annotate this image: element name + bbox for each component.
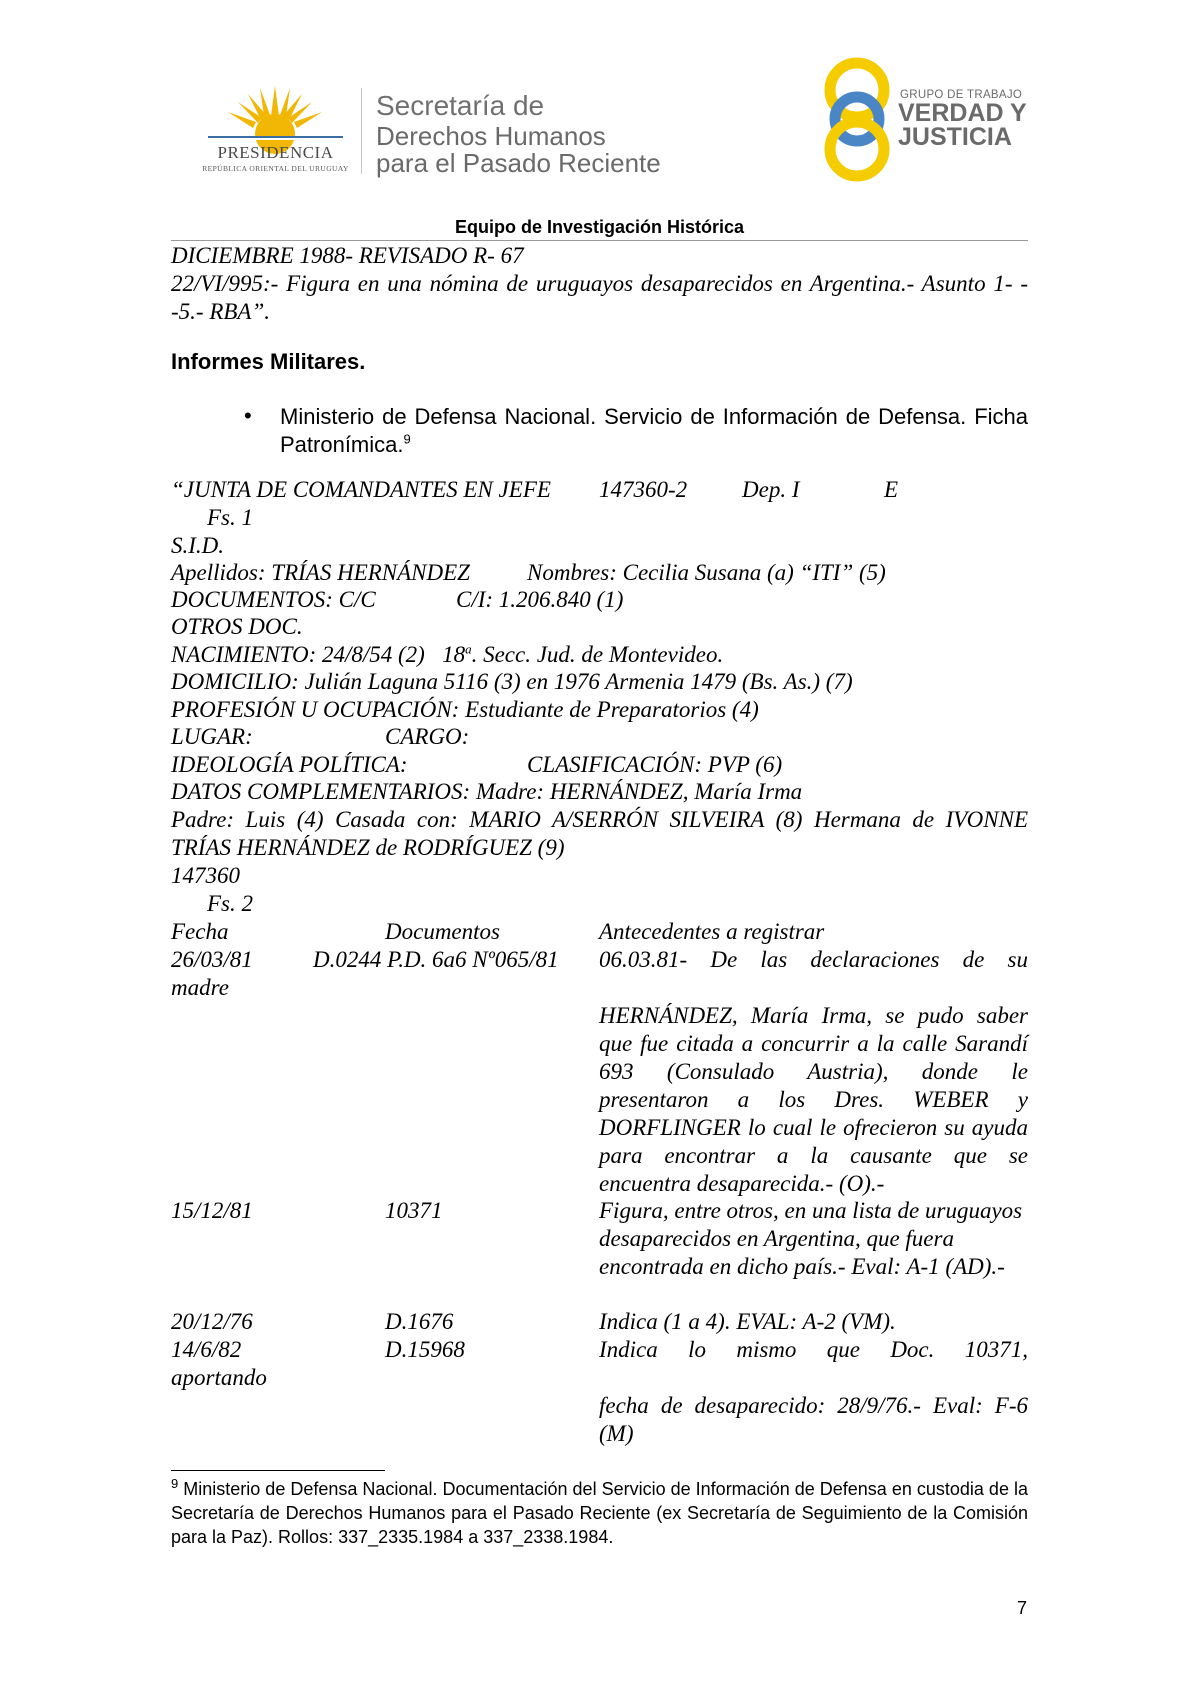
row1-antecedentes-first: 06.03.81- De las declaraciones de su: [599, 947, 1028, 972]
row4-antecedentes-first: Indica lo mismo que Doc. 10371,: [599, 1337, 1028, 1362]
row4-antecedentes-cont: fecha de desaparecido: 28/9/76.- Eval: F-6 (M): [599, 1393, 1028, 1446]
presidencia-name: PRESIDENCIA: [217, 143, 334, 162]
ficha-dep: Dep. I: [742, 477, 800, 502]
bullet-item: [280, 403, 1028, 459]
ficha-lugar: LUGAR:: [171, 724, 253, 749]
ficha-seccion: . Secc. Jud. de Montevideo.: [471, 642, 724, 667]
ficha-datos: DATOS COMPLEMENTARIOS: Madre: HERNÁNDEZ, María Irma: [171, 779, 803, 804]
secretaria-line-2: Derechos Humanos: [376, 121, 606, 151]
ficha-documentos: DOCUMENTOS: C/C: [171, 587, 376, 612]
ficha-numero-2: 147360: [171, 863, 240, 888]
gtvj-title-line-1: VERDAD Y: [898, 99, 1027, 127]
row2-antecedentes: Figura, entre otros, en una lista de uruguayos desaparecidos en Argentina, que fuera encontrada en dicho país.- Eval: A-1 (AD).-: [599, 1198, 1023, 1279]
header-divider: [361, 88, 362, 174]
gtvj-title-line-2: JUSTICIA: [898, 123, 1012, 151]
row3-antecedentes: Indica (1 a 4). EVAL: A-2 (VM).: [599, 1309, 896, 1334]
ficha-profesion: PROFESIÓN U OCUPACIÓN: Estudiante de Preparatorios (4): [171, 697, 759, 722]
row4-documentos: D.15968: [385, 1337, 465, 1362]
presidencia-subtitle: REPÚBLICA ORIENTAL DEL URUGUAY: [202, 164, 349, 173]
ficha-apellidos: Apellidos: TRÍAS HERNÁNDEZ: [171, 560, 470, 585]
ficha-domicilio: DOMICILIO: Julián Laguna 5116 (3) en 1976 Armenia 1479 (Bs. As.) (7): [171, 669, 853, 694]
header-rule: [171, 240, 1028, 241]
ficha-nacimiento: NACIMIENTO: 24/8/54 (2): [171, 642, 425, 667]
ficha-otros: OTROS DOC.: [171, 614, 303, 639]
ficha-fs1: Fs. 1: [207, 505, 253, 530]
ficha-fs2: Fs. 2: [207, 891, 253, 916]
row1-fecha: 26/03/81: [171, 947, 253, 972]
ficha-ideologia: IDEOLOGÍA POLÍTICA:: [171, 752, 408, 777]
ficha-ci: C/I: 1.206.840 (1): [456, 587, 624, 612]
footnote-reference: 9: [403, 431, 411, 447]
ficha-padre: Padre: Luis (4) Casada con: MARIO A/SERRÓN SILVEIRA (8) Hermana de IVONNE TRÍAS HERNÁNDEZ de RODRÍGUEZ (9): [171, 807, 1028, 860]
column-header-documentos: Documentos: [385, 919, 500, 944]
presidencia-sun-logo: [198, 78, 353, 178]
bullet-item-text: Ministerio de Defensa Nacional. Servicio de Información de Defensa. Ficha Patronímica.: [280, 404, 1028, 457]
row1-overflow: madre: [171, 975, 229, 1000]
row1-documentos: D.0244 P.D. 6a6 Nº065/81: [313, 947, 559, 972]
footnote-rule: [171, 1470, 385, 1471]
footnote: [171, 1477, 1028, 1549]
footnote-text: Ministerio de Defensa Nacional. Documentación del Servicio de Información de Defensa en custodia de la Secretaría de Derechos Humanos para el Pasado Reciente (ex Secretaría de Seguimiento de la Comisión para la Paz). Rollos: 337_2335.1984 a 337_2338.1984.: [171, 1479, 1028, 1547]
ficha-sid: S.I.D.: [171, 533, 225, 558]
gtvj-small-text: GRUPO DE TRABAJO: [900, 89, 1023, 101]
row3-fecha: 20/12/76: [171, 1309, 253, 1334]
row2-documentos: 10371: [385, 1198, 443, 1223]
row3-documentos: D.1676: [385, 1309, 454, 1334]
ficha-nacimiento-line: [171, 641, 723, 669]
page-number: 7: [1016, 1598, 1027, 1618]
intro-paragraph: 22/VI/995:- Figura en una nómina de uruguayos desaparecidos en Argentina.- Asunto 1- - -5.- RBA”.: [171, 271, 1028, 324]
bullet-marker: •: [244, 403, 252, 428]
row4-overflow: aportando: [171, 1365, 267, 1390]
verdad-justicia-rings-logo: [818, 56, 896, 182]
ficha-numero: 147360-2: [599, 477, 688, 502]
row1-antecedentes-cont: HERNÁNDEZ, María Irma, se pudo saber que fue citada a concurrir a la calle Sarandí 693 (Consulado Austria), donde le presentaron a los Dres. WEBER y DORFLINGER lo cual le ofrecieron su ayuda para encontrar a la causante que se encuentra desaparecida.- (O).-: [599, 1003, 1028, 1196]
footnote-number: 9: [171, 1476, 179, 1491]
intro-line: DICIEMBRE 1988- REVISADO R- 67: [171, 243, 524, 268]
ficha-seccion-num: 18: [442, 642, 466, 667]
row2-fecha: 15/12/81: [171, 1198, 253, 1223]
row4-fecha: 14/6/82: [171, 1337, 242, 1362]
section-title: Informes Militares.: [171, 349, 366, 374]
ficha-e: E: [884, 477, 899, 502]
running-header: Equipo de Investigación Histórica: [454, 217, 745, 237]
ficha-junta: “JUNTA DE COMANDANTES EN JEFE: [171, 477, 551, 502]
ficha-clasificacion: CLASIFICACIÓN: PVP (6): [527, 752, 783, 777]
secretaria-line-3: para el Pasado Reciente: [376, 148, 661, 178]
ficha-cargo: CARGO:: [385, 724, 470, 749]
ficha-seccion-sup: a: [465, 641, 472, 657]
ficha-nombres: Nombres: Cecilia Susana (a) “ITI” (5): [527, 560, 886, 585]
secretaria-line-1: Secretaría de: [376, 90, 545, 121]
column-header-antecedentes: Antecedentes a registrar: [599, 919, 825, 944]
column-header-fecha: Fecha: [171, 919, 229, 944]
